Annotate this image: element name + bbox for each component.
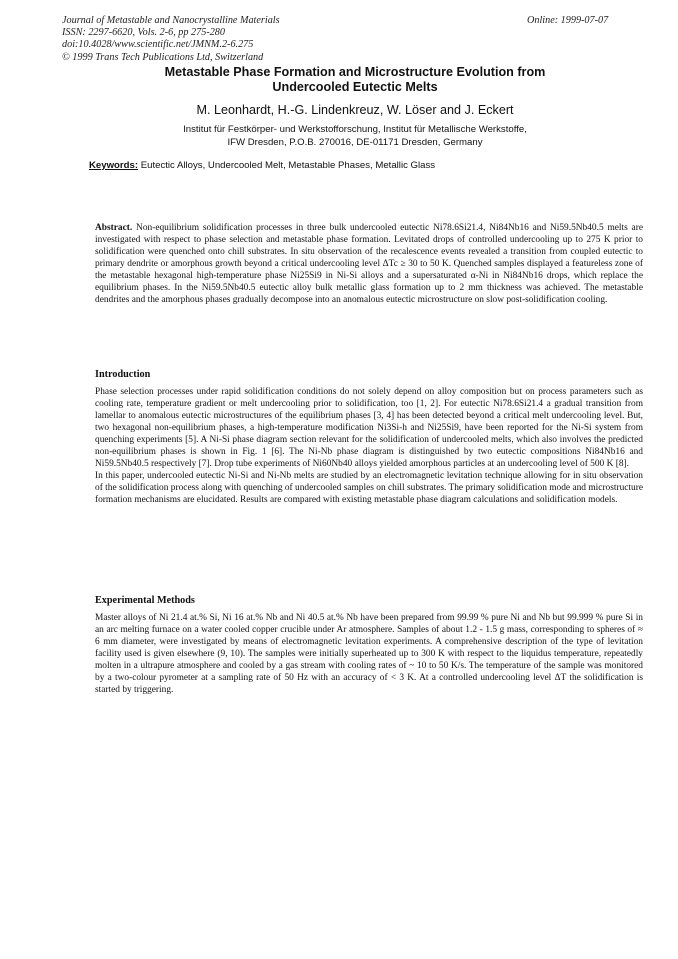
journal-copyright: © 1999 Trans Tech Publications Ltd, Switzerland [62,51,264,63]
paper-authors: M. Leonhardt, H.-G. Lindenkreuz, W. Löser and J. Eckert [196,103,514,117]
introduction-paragraph-2: In this paper, undercooled eutectic Ni-Si and Ni-Nb melts are studied by an electromagnetic levitation technique allowing for in situ observation of the solidification process along with quenching of undercooled samples on chill substrates. The primary solidification mode and microstructure formation mechanisms are elucidated. Results are compared with existing metastable phase diagram calculations and solidification models. [95,471,643,506]
affiliation-line1: Institut für Festkörper- und Werkstofforschung, Institut für Metallische Werkstoffe, [183,124,527,135]
abstract [95,222,643,306]
journal-doi: doi:10.4028/www.scientific.net/JMNM.2-6.275 [62,39,254,51]
abstract-label: Abstract. [95,223,133,233]
introduction-paragraph-1: Phase selection processes under rapid solidification conditions do not solely depend on alloy composition but on process parameters such as cooling rate, temperature gradient or melt undercooling prior to solidification, too [1, 2]. For eutectic Ni78.6Si21.4 a gradual transition from lamellar to anomalous eutectic microstructures of the equilibrium phases [3, 4] has been detected beyond a critical melt undercooling level. But, two hexagonal non-equilibrium phases, a high-temperature modification Ni3Si-h and Ni25Si9, have been reported for the Ni-Si system from quenching experiments [5]. A Ni-Si phase diagram section relevant for the solidification of undercooled melts, which also involves the predicted non-equilibrium phases is shown in Fig. 1 [6]. The Ni-Nb phase diagram is distinguished by two eutectic compositions Ni84Nb16 and Ni59.5Nb40.5 respectively [7]. Drop tube experiments of Ni60Nb40 alloys yielded amorphous particles at an undercooling level of 500 K [8]. [95,387,643,470]
experimental-body [95,612,643,696]
keywords-list: Eutectic Alloys, Undercooled Melt, Metastable Phases, Metallic Glass [140,160,436,171]
abstract-text: Non-equilibrium solidification processes in three bulk undercooled eutectic Ni78.6Si21.4, Ni84Nb16 and Ni59.5Nb40.5 melts are investigated with respect to phase selection and metastable phase formation. Levitated drops of controlled undercooling up to 275 K prior to solidification were quenched onto chill substrates. In situ observation of the recalescence events revealed a transition from coupled eutectic to primary dendrite or amorphous growth beyond a critical undercooling level ΔTc ≥ 30 to 50 K. Quenched samples displayed a featureless zone of the metastable hexagonal high-temperature phase Ni25Si9 in Ni-Si alloys and a supersaturated α-Ni in Ni84Nb16 drops, which replace the equilibrium phases. In the Ni59.5Nb40.5 eutectic alloy bulk metallic glass formation up to 2 mm thickness was achieved. The metastable dendrites and the amorphous phases gradually decompose into an anomalous eutectic microstructure on slow post-solidification cooling. [95,223,644,306]
introduction-heading: Introduction [95,369,151,380]
online-date: Online: 1999-07-07 [527,15,609,26]
paper-title-line2: Undercooled Eutectic Melts [272,80,438,94]
journal-issn: ISSN: 2297-6620, Vols. 2-6, pp 275-280 [62,27,225,39]
journal-name: Journal of Metastable and Nanocrystalline Materials [62,15,280,26]
experimental-paragraph: Master alloys of Ni 21.4 at.% Si, Ni 16 at.% Nb and Ni 40.5 at.% Nb have been prepared from 99.99 % pure Ni and Nb but 99.999 % pure Si in an arc melting furnace on a water cooled copper crucible under Ar atmosphere. Samples of about 1.2 - 1.5 g mass, corresponding to spheres of ≈ 6 mm diameter, were investigated by means of electromagnetic levitation experiments. A comprehensive description of the type of levitation facility used is given elsewhere (9, 10). The samples were initially superheated up to 300 K with respect to the liquidus temperature, repeatedly molten in a ultrapure atmosphere and cooled by a gas stream with cooling rates of ~ 10 to 50 K/s. The temperature of the sample was monitored by a two-colour pyrometer at a sampling rate of 50 Hz with an accuracy of < 3 K. At a controlled undercooling level ΔT the solidification is started by triggering. [95,613,643,696]
affiliation-line2: IFW Dresden, P.O.B. 270016, DE-01171 Dresden, Germany [227,136,483,148]
keywords-label: Keywords: [89,160,139,171]
paper-title [60,65,650,95]
keywords [89,160,435,171]
paper-affiliation [60,124,650,149]
journal-metadata [62,15,280,64]
experimental-heading: Experimental Methods [95,595,195,606]
paper-title-line1: Metastable Phase Formation and Microstructure Evolution from [164,65,546,79]
introduction-body [95,386,643,506]
